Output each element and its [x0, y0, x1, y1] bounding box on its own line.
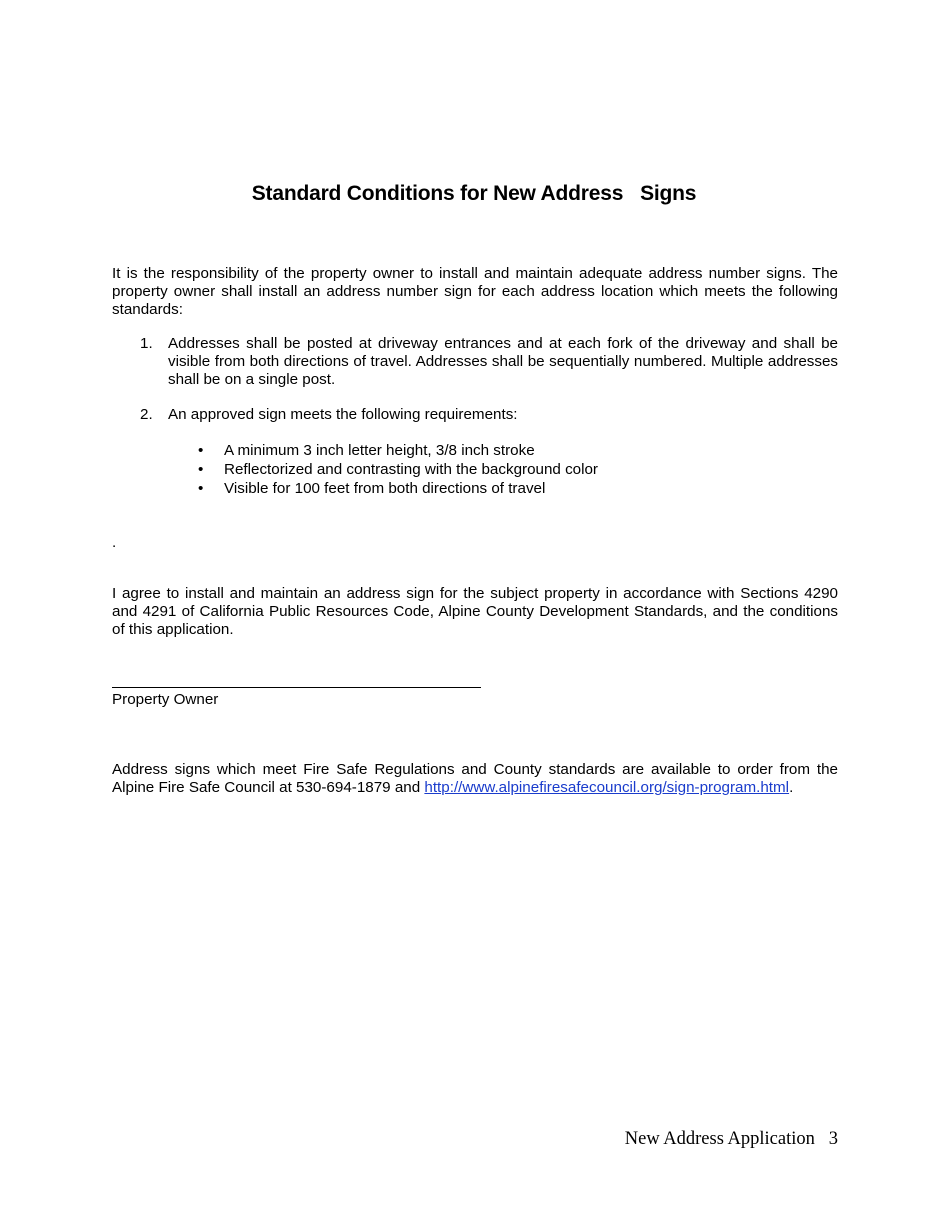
intro-paragraph: It is the responsibility of the property owner to install and maintain adequate address number signs. The property owner shall install an address number sign for each address location which meets the following standards: — [112, 265, 838, 318]
page-footer: New Address Application 3 — [624, 1129, 838, 1149]
stray-period: . — [112, 534, 117, 551]
list-item — [196, 460, 598, 479]
list-item-text: A minimum 3 inch letter height, 3/8 inch stroke — [224, 442, 535, 459]
list-item-text: Visible for 100 feet from both directions of travel — [224, 480, 546, 497]
item-number: 2. — [140, 406, 153, 423]
bullet-icon: • — [198, 480, 204, 497]
order-info-text: Address signs which meet Fire Safe Regulations and County standards are available to order from the Alpine Fire Safe Council at 530-694-1879 and — [112, 761, 838, 796]
numbered-item-2 — [140, 406, 838, 424]
item-text: Addresses shall be posted at driveway entrances and at each fork of the driveway and shall be visible from both directions of travel. Addresses shall be sequentially numbered. Multiple addresses shall be on a single post. — [168, 335, 838, 388]
requirements-list — [196, 441, 598, 498]
order-info-trailing: . — [789, 779, 794, 796]
list-item-text: Reflectorized and contrasting with the background color — [224, 461, 598, 478]
bullet-icon: • — [198, 442, 204, 459]
page-title: Standard Conditions for New Address Signs — [251, 182, 697, 205]
bullet-icon: • — [198, 461, 204, 478]
numbered-item-1 — [140, 335, 838, 389]
list-item — [196, 441, 598, 460]
order-info-paragraph — [112, 761, 838, 797]
agreement-paragraph: I agree to install and maintain an address sign for the subject property in accordance with Sections 4290 and 4291 of California Public Resources Code, Alpine County Development Standards, and the conditions of this application. — [112, 585, 838, 638]
item-number: 1. — [140, 335, 153, 352]
list-item — [196, 479, 598, 498]
signature-label: Property Owner — [112, 691, 219, 708]
signature-line[interactable] — [112, 687, 481, 688]
item-text: An approved sign meets the following requirements: — [168, 406, 518, 423]
sign-program-link[interactable]: http://www.alpinefiresafecouncil.org/sign-program.html — [424, 779, 790, 796]
